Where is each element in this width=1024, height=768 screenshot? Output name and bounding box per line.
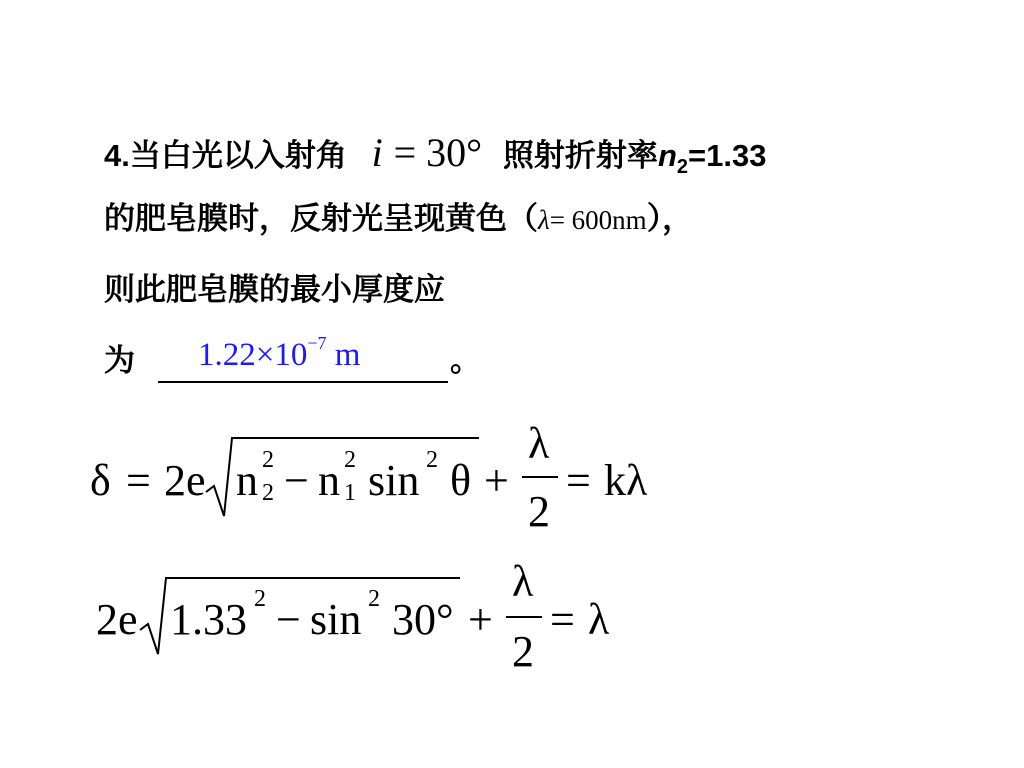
theta-symbol: θ: [450, 456, 472, 505]
line1-text-a: 当白光以入射角: [129, 138, 347, 174]
formula1-plus: +: [484, 456, 509, 505]
formula1-equals-1: =: [126, 456, 151, 505]
sin-superscript: 2: [426, 447, 438, 473]
refractive-index-value: =1.33: [688, 138, 767, 173]
fraction-numerator-lambda: λ: [528, 419, 550, 468]
problem-line-1: [104, 130, 767, 179]
n2-subscript: 2: [262, 480, 274, 506]
answer-value: [198, 333, 361, 374]
formula2-thickness-var: e: [118, 595, 138, 644]
sqrt-bar-1: [231, 437, 479, 439]
wavelength-lambda: λ: [626, 456, 648, 505]
fraction-bar-1: [522, 476, 558, 478]
formula1-thickness-var: e: [186, 456, 206, 505]
sqrt-bar-2: [165, 577, 460, 579]
problem-line-4-end: [450, 343, 481, 379]
problem-line-4: [104, 343, 135, 379]
line1-text-b: 照射折射率: [502, 138, 658, 174]
order-k: k: [604, 456, 626, 505]
line3-text: 则此肥皂膜的最小厚度应: [104, 272, 445, 308]
formula2-minus: −: [276, 595, 301, 644]
problem-line-3: [104, 272, 445, 308]
n1-symbol: n: [318, 456, 340, 505]
fraction-bar-2: [506, 616, 542, 618]
sin-function: sin: [368, 456, 420, 505]
formula2-base: 1.33: [170, 595, 247, 644]
lambda-value: = 600nm: [549, 205, 647, 235]
n1-subscript: 1: [344, 480, 356, 506]
answer-exponent: −7: [307, 333, 327, 353]
line2-text-a: 的肥皂膜时，反射光呈现黄色（: [104, 201, 538, 237]
line4-text-b: 。: [450, 343, 481, 379]
answer-blank-line: [158, 381, 448, 383]
refractive-index-sub: 2: [676, 156, 688, 179]
formula2-plus: +: [468, 595, 493, 644]
formula2-base-superscript: 2: [254, 586, 266, 612]
formula1-minus: −: [284, 456, 309, 505]
formula1-equals-2: =: [566, 456, 591, 505]
answer-mantissa: 1.22×10: [198, 337, 308, 373]
n2-symbol: n: [236, 456, 258, 505]
answer-unit: m: [326, 337, 361, 373]
line4-text-a: 为: [104, 343, 135, 379]
formula2-lambda: λ: [588, 595, 610, 644]
fraction-denominator: 2: [528, 487, 550, 536]
problem-number: 4.: [104, 138, 130, 173]
delta-symbol: δ: [90, 456, 111, 505]
angle-value: = 30°: [393, 130, 483, 175]
formula2-fraction-numerator: λ: [512, 557, 534, 606]
formula2-sin-function: sin: [310, 595, 362, 644]
refractive-index-var: n: [657, 138, 677, 173]
lambda-symbol: λ: [538, 205, 550, 235]
sqrt-sign-1: [204, 434, 234, 518]
sqrt-sign-2: [138, 574, 168, 658]
formula2-sin-superscript: 2: [368, 586, 380, 612]
formula1-coefficient: 2: [164, 456, 186, 505]
formula2-coefficient: 2: [96, 595, 118, 644]
n2-superscript: 2: [262, 447, 274, 473]
problem-line-2: [104, 201, 694, 237]
formula2-fraction-denominator: 2: [512, 627, 534, 676]
formula2-equals: =: [550, 595, 575, 644]
n1-superscript: 2: [344, 447, 356, 473]
angle-variable: i: [371, 130, 383, 175]
formula2-angle: 30°: [392, 595, 454, 644]
line2-text-b: ），: [646, 201, 694, 237]
